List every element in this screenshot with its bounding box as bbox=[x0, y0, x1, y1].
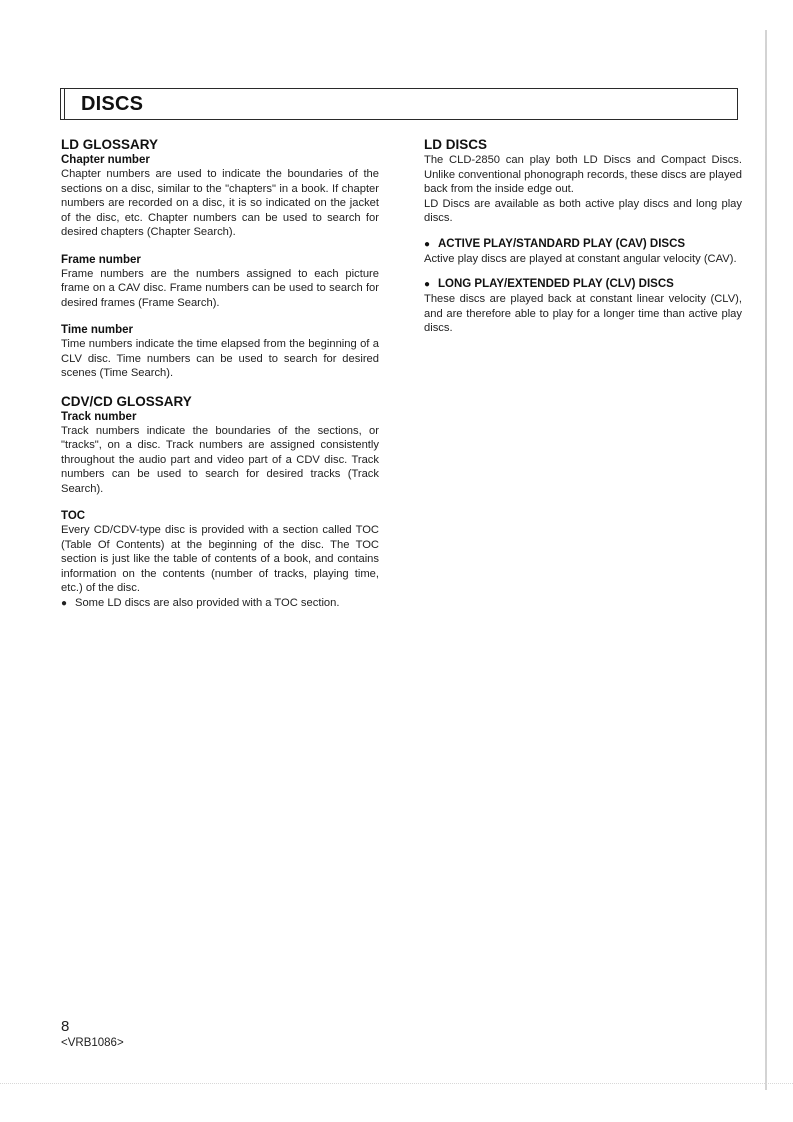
track-number-entry bbox=[61, 410, 379, 497]
clv-text: These discs are played back at constant linear velocity (CLV), and are therefore able to play for a longer time than active play discs. bbox=[424, 293, 742, 334]
chapter-number-term: Chapter number bbox=[61, 154, 150, 166]
bullet-dot-icon: ● bbox=[424, 279, 431, 290]
scan-artifact-line bbox=[0, 1083, 793, 1084]
ld-discs-heading: LD DISCS bbox=[424, 137, 488, 152]
clv-entry bbox=[424, 277, 742, 336]
page-number: 8 bbox=[61, 1018, 70, 1035]
cav-entry bbox=[424, 237, 742, 267]
ld-discs-section bbox=[424, 137, 742, 336]
ld-discs-intro: The CLD-2850 can play both LD Discs and Compact Discs. Unlike conventional phonograph records, these discs are played back from the inside edge out. bbox=[424, 154, 742, 195]
cav-heading: ACTIVE PLAY/STANDARD PLAY (CAV) DISCS bbox=[438, 237, 686, 250]
toc-term: TOC bbox=[61, 510, 86, 522]
frame-number-term: Frame number bbox=[61, 253, 141, 266]
track-number-text: Track numbers indicate the boundaries of the sections, or "tracks", on a disc. Track numbers are assigned consistently throughout the audio part and video part of a CDV disc. Track numbers can be used to search for desired tracks (Track Search). bbox=[61, 424, 379, 495]
title-box bbox=[60, 88, 738, 120]
toc-bullet-text: Some LD discs are also provided with a TOC section. bbox=[75, 596, 340, 609]
toc-bullet bbox=[61, 596, 379, 612]
cdv-glossary-section bbox=[61, 394, 379, 612]
page-edge-line bbox=[765, 30, 767, 1090]
cav-heading-line bbox=[424, 237, 742, 252]
frame-number-text: Frame numbers are the numbers assigned to each picture frame on a CAV disc. Frame numbers can be used to search for desired frames (Frame Search). bbox=[61, 267, 379, 309]
time-number-text: Time numbers indicate the time elapsed from the beginning of a CLV disc. Time numbers can be used to search for desired scenes (Time Search). bbox=[61, 338, 379, 379]
cdv-glossary-heading: CDV/CD GLOSSARY bbox=[61, 393, 192, 409]
clv-heading-line bbox=[424, 277, 742, 292]
chapter-number-entry bbox=[61, 153, 379, 240]
toc-text: Every CD/CDV-type disc is provided with a section called TOC (Table Of Contents) at the beginning of the disc. The TOC section is just like the table of contents of a book, and contains information on the contents (number of tracks, playing time, etc.) of the disc. bbox=[61, 524, 379, 594]
ld-glossary-heading: LD GLOSSARY bbox=[61, 137, 159, 152]
right-column bbox=[424, 137, 742, 336]
bullet-dot-icon: ● bbox=[424, 238, 431, 250]
time-number-entry bbox=[61, 323, 379, 381]
ld-glossary-section bbox=[61, 137, 379, 381]
page-footer bbox=[61, 1018, 124, 1050]
ld-discs-types: LD Discs are available as both active play discs and long play discs. bbox=[424, 197, 742, 224]
cav-text: Active play discs are played at constant angular velocity (CAV). bbox=[424, 252, 737, 265]
time-number-term: Time number bbox=[61, 324, 133, 336]
frame-number-entry bbox=[61, 253, 379, 311]
page-title: DISCS bbox=[81, 93, 144, 115]
chapter-number-text: Chapter numbers are used to indicate the boundaries of the sections on a disc, similar to the "chapters" in a book. If chapter numbers are recorded on a disc, it is so indicated on the jacket of the disc, etc. Chapter numbers can be used to search for desired chapters (Chapter Search). bbox=[61, 168, 379, 238]
toc-entry bbox=[61, 509, 379, 611]
document-code: <VRB1086> bbox=[61, 1037, 124, 1049]
clv-heading: LONG PLAY/EXTENDED PLAY (CLV) DISCS bbox=[438, 278, 674, 290]
bullet-dot-icon: ● bbox=[61, 597, 68, 609]
track-number-term: Track number bbox=[61, 410, 137, 423]
left-column bbox=[61, 137, 379, 611]
